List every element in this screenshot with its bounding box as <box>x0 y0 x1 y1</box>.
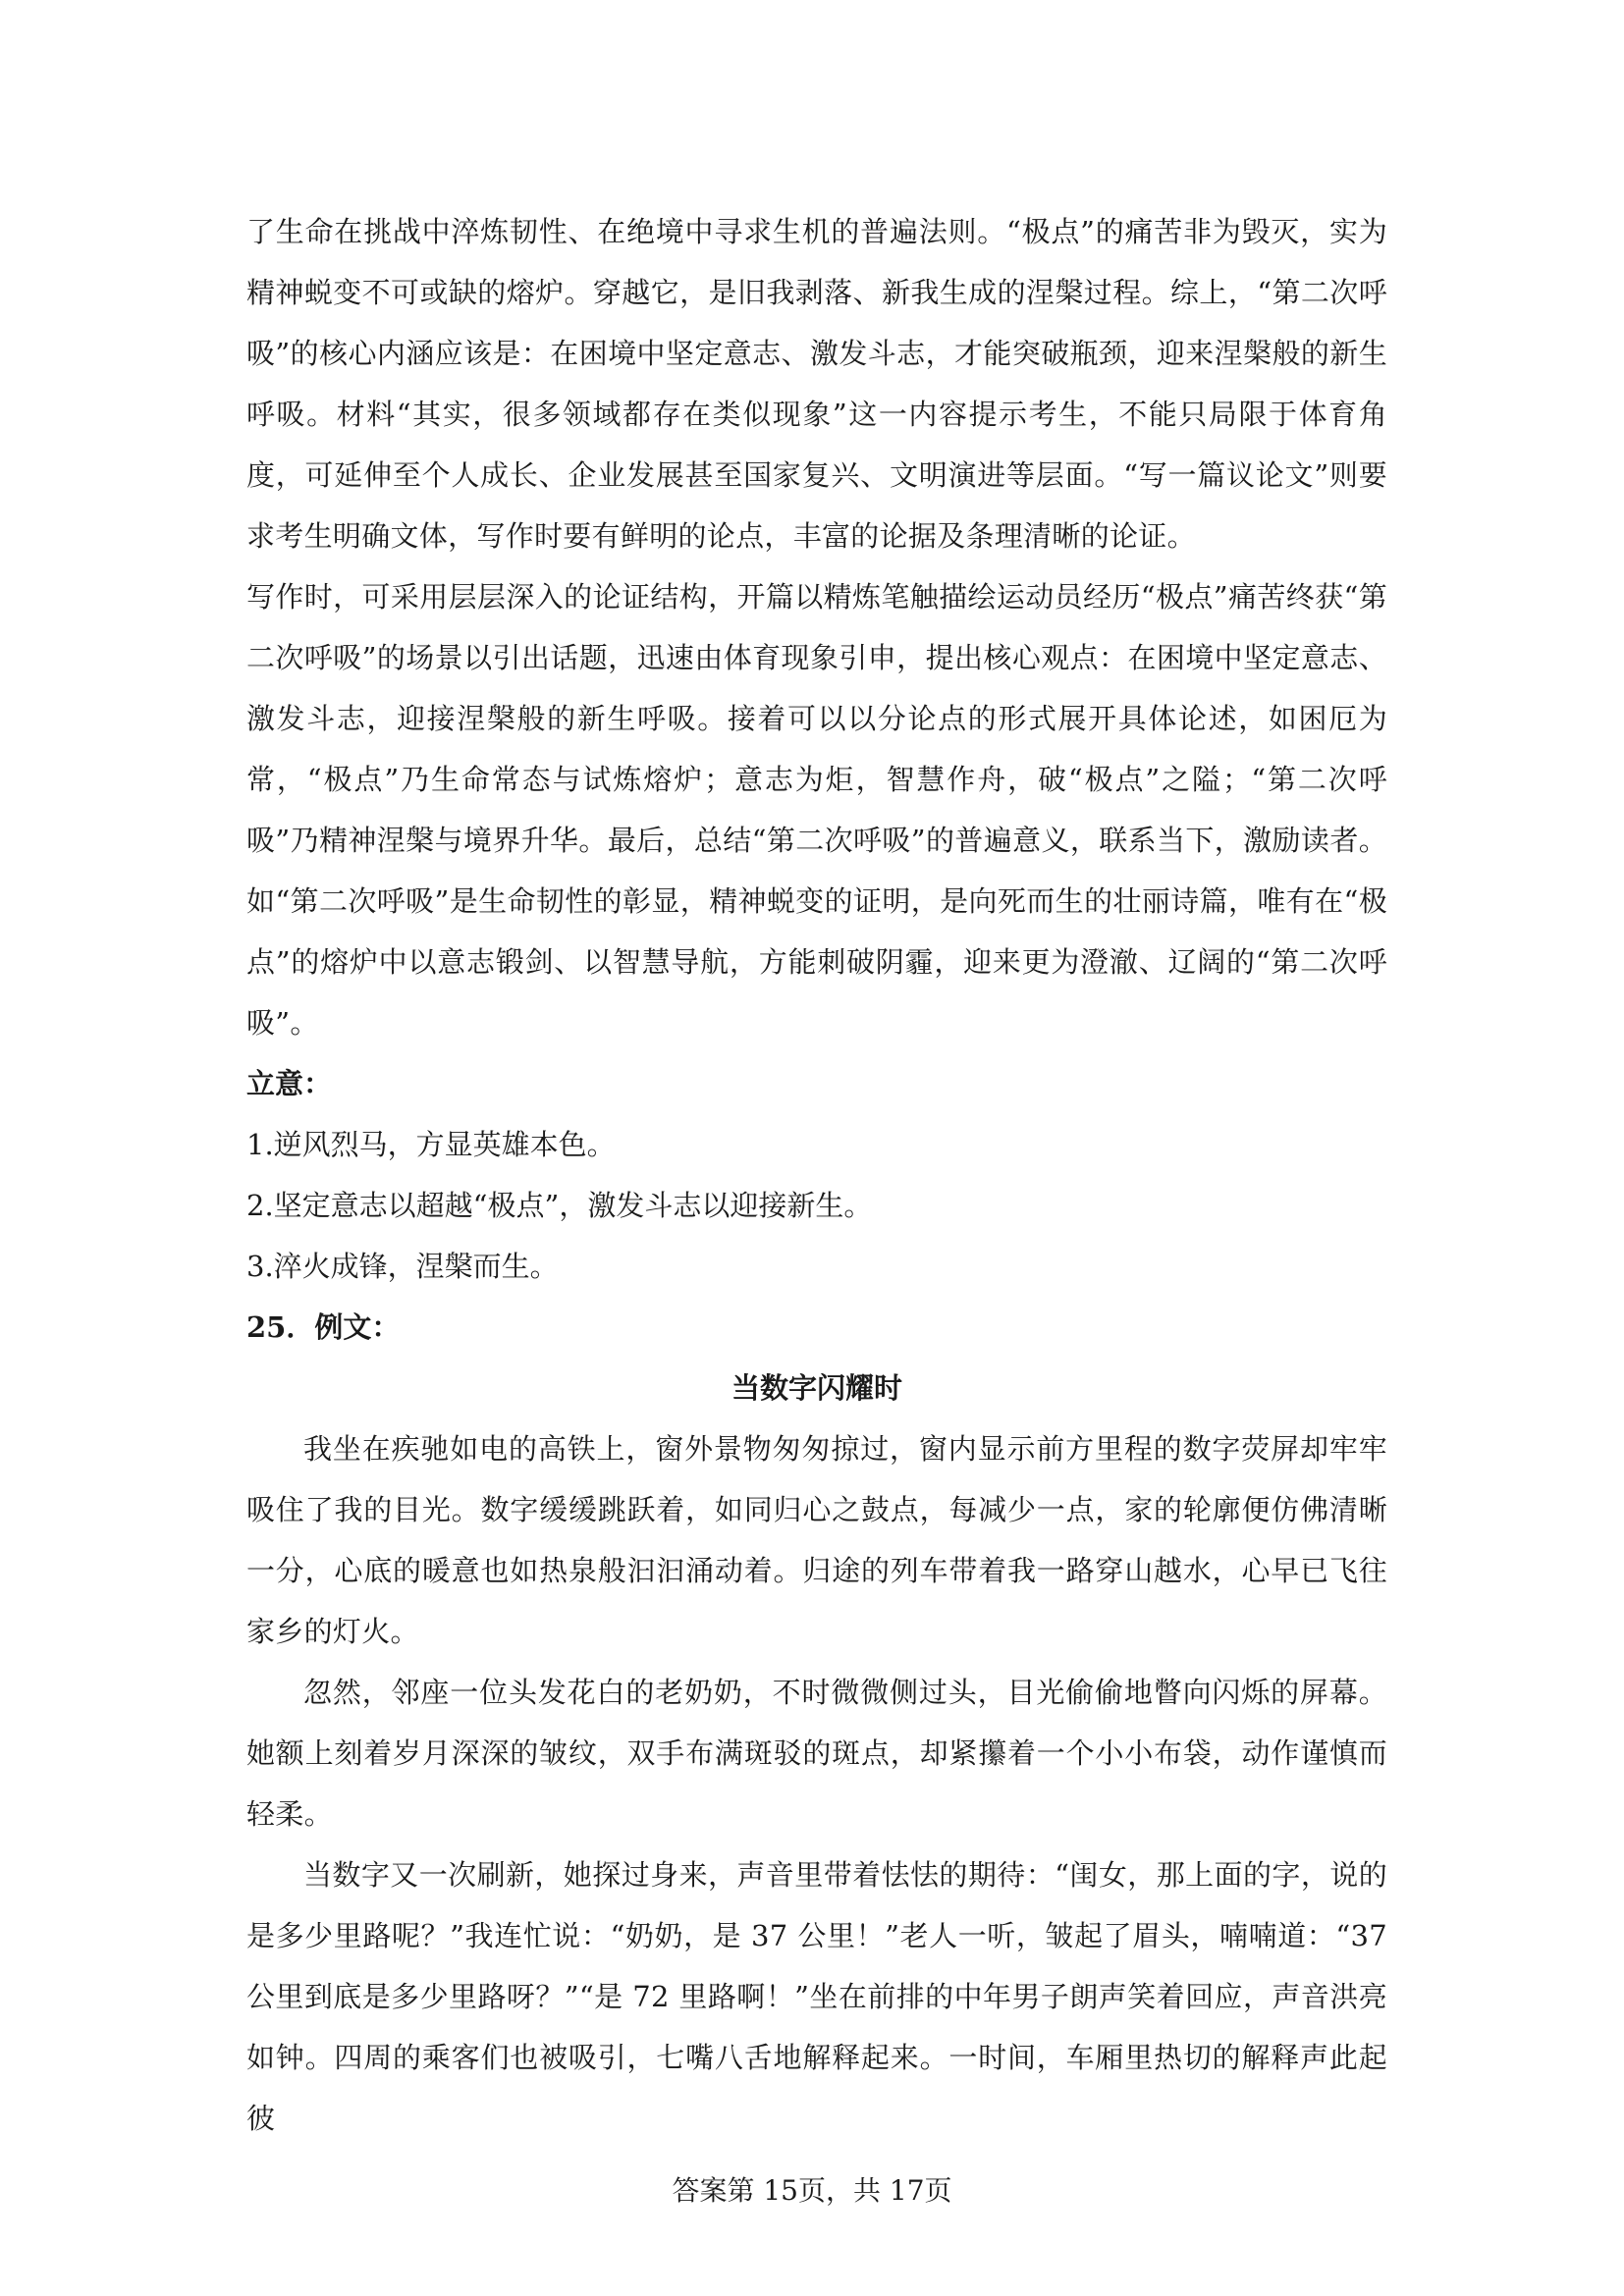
analysis-paragraph-1: 了生命在挑战中淬炼韧性、在绝境中寻求生机的普遍法则。“极点”的痛苦非为毁灭，实为精神蜕变不可或缺的熔炉。穿越它，是旧我剥落、新我生成的涅槃过程。综上，“第二次呼吸”的核心内涵应该是：在困境中坚定意志、激发斗志，才能突破瓶颈，迎来涅槃般的新生呼吸。材料“其实，很多领域都存在类似现象”这一内容提示考生，不能只局限于体育角度，可延伸至个人成长、企业发展甚至国家复兴、文明演进等层面。“写一篇议论文”则要求考生明确文体，写作时要有鲜明的论点，丰富的论据及条理清晰的论证。 <box>246 215 1387 553</box>
essay-title: 当数字闪耀时 <box>731 1371 902 1405</box>
intent-item-1: 1.逆风烈马，方显英雄本色。 <box>246 1128 616 1161</box>
page-footer: 答案第 15页，共 17页 <box>672 2174 952 2207</box>
analysis-paragraph-2: 写作时，可采用层层深入的论证结构，开篇以精炼笔触描绘运动员经历“极点”痛苦终获“第二次呼吸”的场景以引出话题，迅速由体育现象引申，提出核心观点：在困境中坚定意志、激发斗志，迎接涅槃般的新生呼吸。接着可以以分论点的形式展开具体论述，如困厄为常，“极点”乃生命常态与试炼熔炉；意志为炬，智慧作舟，破“极点”之隘；“第二次呼吸”乃精神涅槃与境界升华。最后，总结“第二次呼吸”的普遍意义，联系当下，激励读者。如“第二次呼吸”是生命韧性的彰显，精神蜕变的证明，是向死而生的壮丽诗篇，唯有在“极点”的熔炉中以意志锻剑、以智慧导航，方能刺破阴霾，迎来更为澄澈、辽阔的“第二次呼吸”。 <box>246 580 1387 1040</box>
essay-paragraph-2: 忽然，邻座一位头发花白的老奶奶，不时微微侧过头，目光偷偷地瞥向闪烁的屏幕。她额上刻着岁月深深的皱纹，双手布满斑驳的斑点，却紧攥着一个小小布袋，动作谨慎而轻柔。 <box>246 1676 1387 1831</box>
intent-item-3: 3.淬火成锋，涅槃而生。 <box>246 1250 559 1283</box>
intent-item-2: 2.坚定意志以超越“极点”，激发斗志以迎接新生。 <box>246 1189 873 1222</box>
essay-paragraph-3: 当数字又一次刷新，她探过身来，声音里带着怯怯的期待：“闺女，那上面的字，说的是多少里路呢？”我连忙说：“奶奶，是 37 公里！”老人一听，皱起了眉头，喃喃道：“37 公里到底是多少里路呀？”“是 72 里路啊！”坐在前排的中年男子朗声笑着回应，声音洪亮如钟。四周的乘客们也被吸引，七嘴八舌地解释起来。一时间，车厢里热切的解释声此起彼 <box>246 1858 1387 2135</box>
question-25-heading: 25．例文： <box>246 1310 401 1344</box>
document-body <box>246 201 1387 2149</box>
intent-heading: 立意： <box>246 1067 333 1100</box>
essay-paragraph-1: 我坐在疾驰如电的高铁上，窗外景物匆匆掠过，窗内显示前方里程的数字荧屏却牢牢吸住了我的目光。数字缓缓跳跃着，如同归心之鼓点，每减少一点，家的轮廓便仿佛清晰一分，心底的暖意也如热泉般汩汩涌动着。归途的列车带着我一路穿山越水，心早已飞往家乡的灯火。 <box>246 1432 1387 1648</box>
